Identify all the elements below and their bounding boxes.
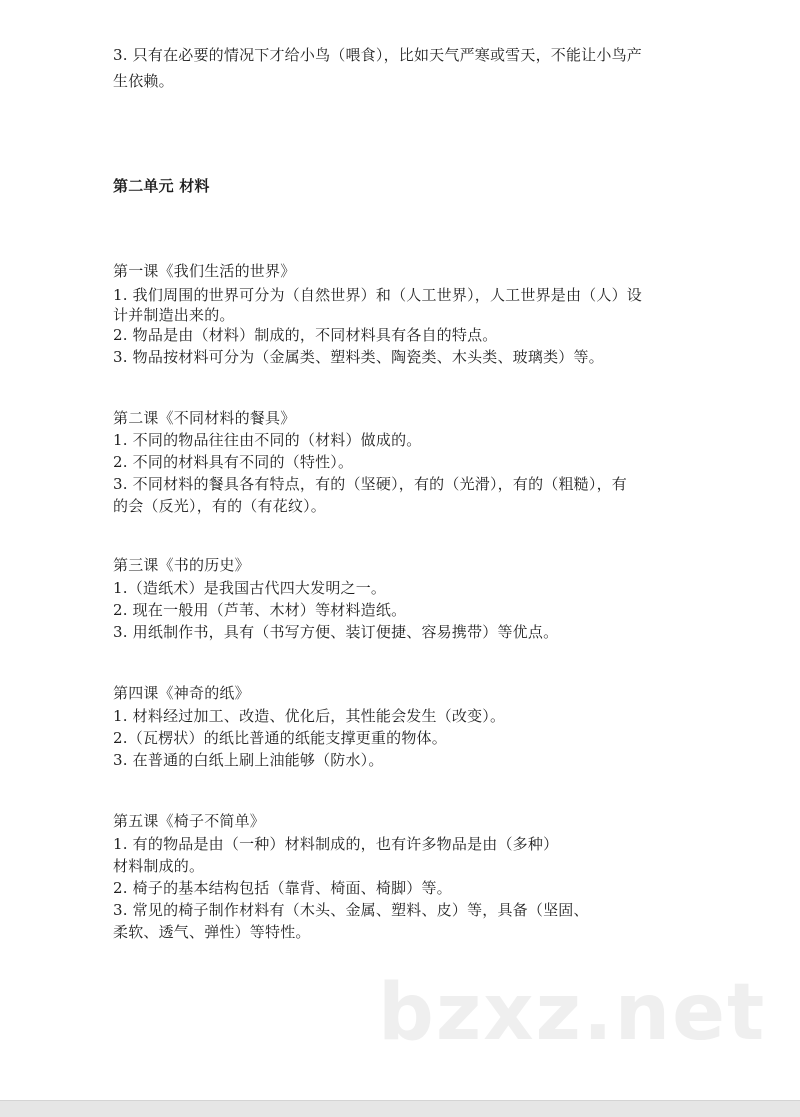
- lesson-4-title: 第四课《神奇的纸》: [113, 684, 250, 702]
- lesson-3-title: 第三课《书的历史》: [113, 556, 250, 574]
- lesson-5-line-2: 材料制成的。: [113, 857, 205, 875]
- lesson-5-line-3: 2. 椅子的基本结构包括（靠背、椅面、椅脚）等。: [113, 879, 452, 897]
- lesson-5-line-1: 1. 有的物品是由（一种）材料制成的，也有许多物品是由（多种）: [113, 835, 559, 853]
- intro-item-3-line-2: 生依赖。: [113, 72, 174, 90]
- lesson-2-line-2: 2. 不同的材料具有不同的（特性）。: [113, 453, 354, 471]
- lesson-3-line-2: 2. 现在一般用（芦苇、木材）等材料造纸。: [113, 601, 407, 619]
- lesson-5-line-4: 3. 常见的椅子制作材料有（木头、金属、塑料、皮）等，具备（坚固、: [113, 901, 589, 919]
- lesson-4-line-3: 3. 在普通的白纸上刷上油能够（防水）。: [113, 751, 384, 769]
- lesson-1-line-4: 3. 物品按材料可分为（金属类、塑料类、陶瓷类、木头类、玻璃类）等。: [113, 348, 604, 366]
- lesson-2-line-4: 的会（反光），有的（有花纹）。: [113, 497, 327, 515]
- lesson-5-line-5: 柔软、透气、弹性）等特性。: [113, 923, 311, 941]
- lesson-5-title: 第五课《椅子不简单》: [113, 812, 266, 830]
- lesson-3-line-1: 1.（造纸术）是我国古代四大发明之一。: [113, 579, 387, 597]
- lesson-4-line-1: 1. 材料经过加工、改造、优化后，其性能会发生（改变）。: [113, 707, 506, 725]
- unit-title: 第二单元 材料: [113, 177, 210, 195]
- lesson-2-line-1: 1. 不同的物品往往由不同的（材料）做成的。: [113, 431, 422, 449]
- lesson-1-title: 第一课《我们生活的世界》: [113, 262, 296, 280]
- lesson-1-line-1: 1. 我们周围的世界可分为（自然世界）和（人工世界），人工世界是由（人）设: [113, 286, 642, 304]
- lesson-1-line-2: 计并制造出来的。: [113, 306, 235, 324]
- lesson-3-line-3: 3. 用纸制作书，具有（书写方便、装订便捷、容易携带）等优点。: [113, 623, 559, 641]
- lesson-4-line-2: 2.（瓦楞状）的纸比普通的纸能支撑更重的物体。: [113, 729, 447, 747]
- watermark-text: bzxz.net: [378, 968, 767, 1058]
- page-bottom-edge: [0, 1100, 800, 1117]
- lesson-1-line-3: 2. 物品是由（材料）制成的，不同材料具有各自的特点。: [113, 326, 498, 344]
- lesson-2-title: 第二课《不同材料的餐具》: [113, 409, 296, 427]
- intro-item-3-line-1: 3. 只有在必要的情况下才给小鸟（喂食），比如天气严寒或雪天，不能让小鸟产: [113, 46, 642, 64]
- lesson-2-line-3: 3. 不同材料的餐具各有特点，有的（坚硬），有的（光滑），有的（粗糙），有: [113, 475, 627, 493]
